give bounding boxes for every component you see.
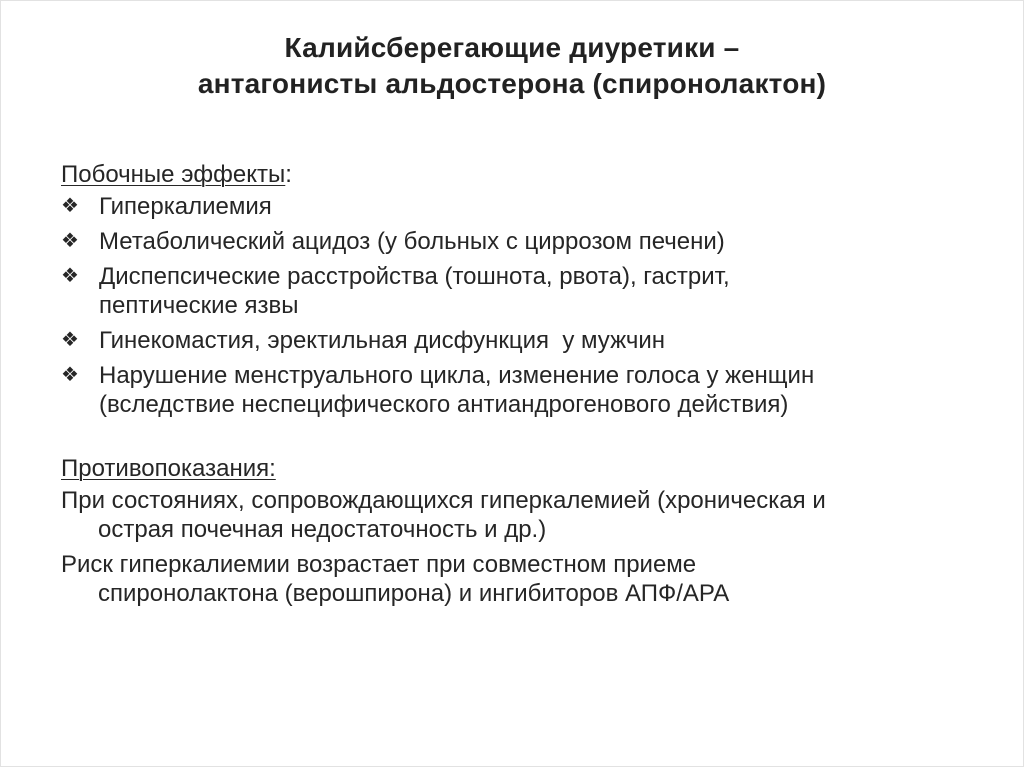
list-item-line-1: Диспепсические расстройства (тошнота, рвота), гастрит, [99,263,730,290]
list-item-line-1: Метаболический ацидоз (у больных с циррозом печени) [99,228,725,255]
list-item [61,262,981,320]
paragraph-line-1: Риск гиперкалиемии возрастает при совместном приеме [61,551,697,578]
list-item-line-1: Нарушение менструального цикла, изменение голоса у женщин [99,362,815,389]
paragraph-line-2: острая почечная недостаточность и др.) [98,516,547,543]
list-item [61,227,981,256]
list-item-line-2: (вследствие неспецифического антиандрогенового действия) [99,391,789,418]
slide-title-line-1: Калийсберегающие диуретики – [284,32,740,63]
list-item [61,361,981,419]
slide-title-line-2: антагонисты альдостерона (спиронолактон) [197,68,827,99]
list-item [61,192,981,221]
side-effects-heading [61,160,981,189]
contraindications-heading [61,454,981,483]
diamond-bullet-icon: ❖ [61,364,79,386]
slide-title [0,30,1024,102]
list-item [61,326,981,355]
list-item-line-1: Гиперкалиемия [99,193,272,220]
list-item-line-1: Гинекомастия, эректильная дисфункция у мужчин [99,327,666,354]
contraindications-heading-label: Противопоказания: [61,455,276,482]
slide-body [61,160,981,614]
paragraph-line-1: При состояниях, сопровождающихся гиперкалемией (хроническая и [61,487,826,514]
diamond-bullet-icon: ❖ [61,265,79,287]
list-item-line-2: пептические язвы [99,292,299,319]
side-effects-heading-colon: : [285,161,292,188]
contraindications-paragraph [61,550,981,608]
diamond-bullet-icon: ❖ [61,329,79,351]
side-effects-heading-label: Побочные эффекты [61,161,286,188]
contraindications-section [61,454,981,608]
paragraph-line-2: спиронолактона (верошпирона) и ингибиторов АПФ/АРА [98,580,730,607]
side-effects-list [61,192,981,419]
contraindications-paragraph [61,486,981,544]
diamond-bullet-icon: ❖ [61,230,79,252]
diamond-bullet-icon: ❖ [61,195,79,217]
